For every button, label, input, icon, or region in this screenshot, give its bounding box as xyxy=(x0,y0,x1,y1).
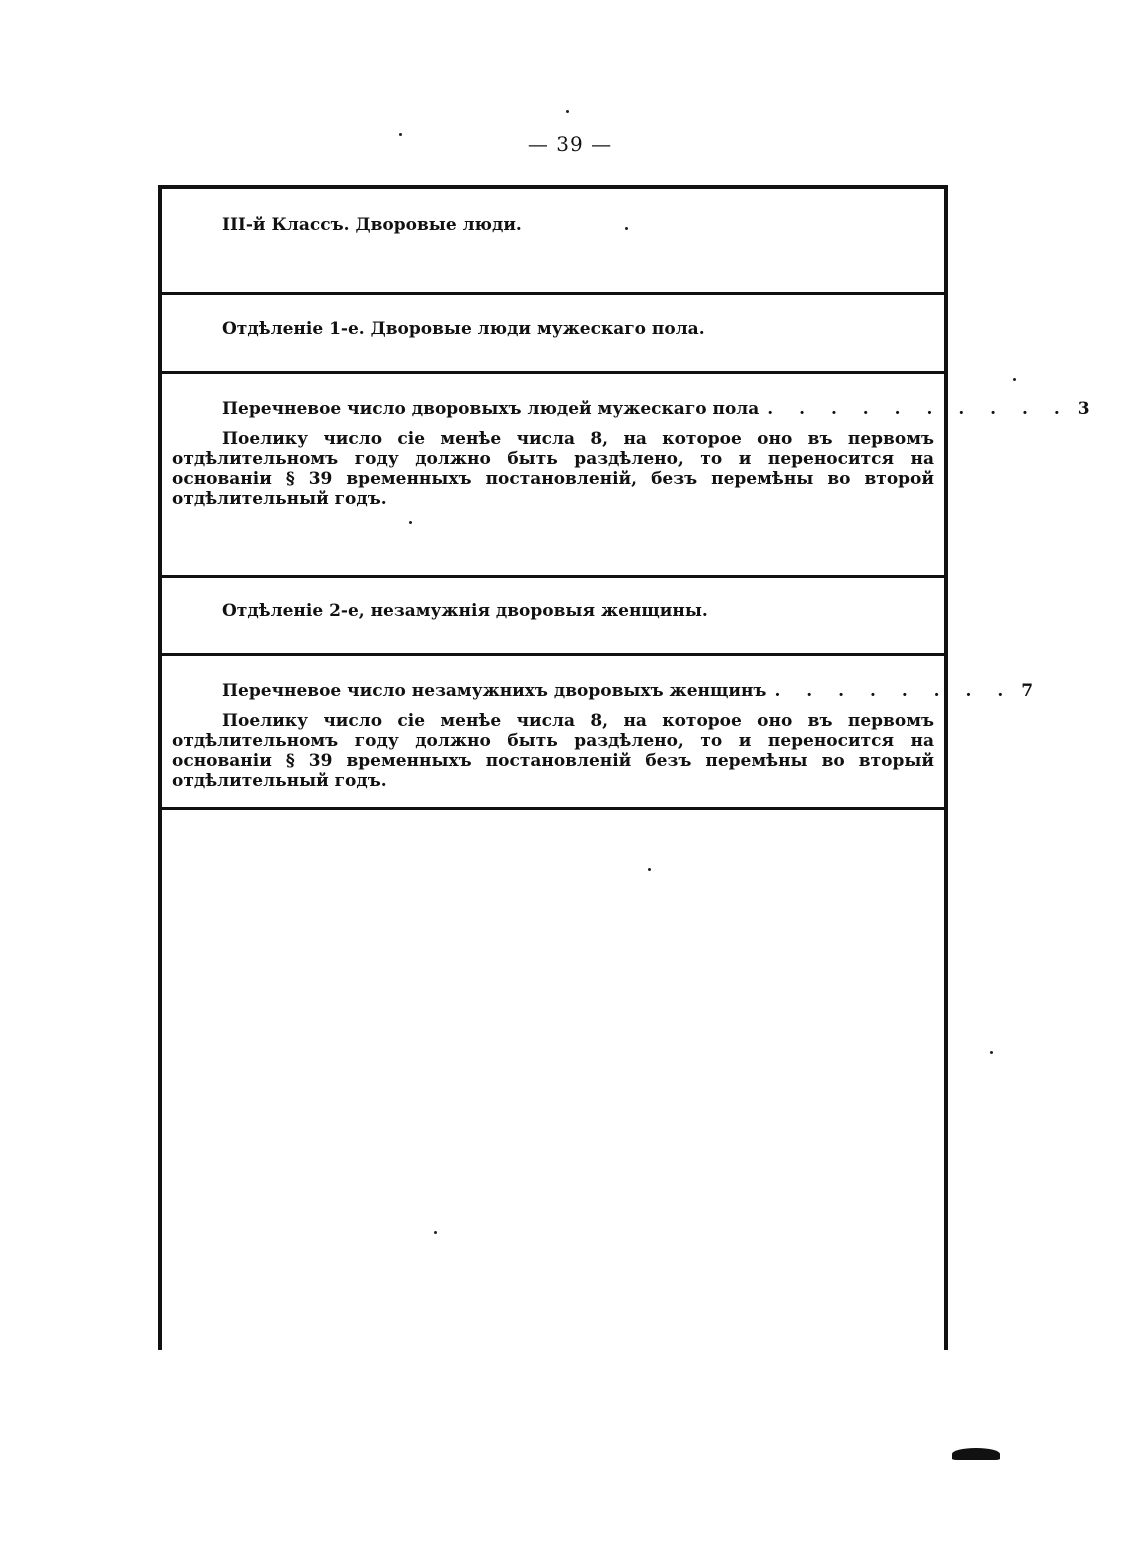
divider-line xyxy=(162,371,944,374)
scan-speck xyxy=(434,1231,437,1234)
divider-line xyxy=(162,292,944,295)
class-heading: III-й Классъ. Дворовые люди. xyxy=(222,215,522,235)
leader-dots: . . . . . . . . . . xyxy=(767,399,1070,419)
count-value: 7 xyxy=(1021,681,1034,701)
scan-speck xyxy=(409,521,412,524)
division-2-heading: Отдѣленіе 2-е, незамужнія дворовыя женщины. xyxy=(222,601,708,621)
page-number: — 39 — xyxy=(527,132,613,156)
ink-blot xyxy=(952,1448,1000,1460)
division-1-count-row xyxy=(222,399,1090,419)
count-value: 3 xyxy=(1077,399,1090,419)
divider-line xyxy=(162,575,944,578)
division-2-count-row xyxy=(222,681,1034,701)
count-label: Перечневое число дворовыхъ людей мужескаго пола xyxy=(222,399,760,419)
count-label: Перечневое число незамужнихъ дворовыхъ женщинъ xyxy=(222,681,767,701)
division-2-paragraph: Поелику число сіе менѣе числа 8, на которое оно въ первомъ отдѣлительномъ году должно быть раздѣлено, то и переносится на основаніи § 39 временныхъ постановленій безъ перемѣны во вторый отдѣлительный годъ. xyxy=(172,711,934,791)
divider-line xyxy=(162,807,944,810)
ledger-table xyxy=(158,185,1090,1350)
divider-line xyxy=(162,653,944,656)
scan-speck xyxy=(648,868,651,871)
scan-speck xyxy=(1013,378,1016,381)
scan-speck xyxy=(990,1051,993,1054)
scan-speck xyxy=(566,110,569,113)
scan-speck xyxy=(399,133,402,136)
division-1-heading: Отдѣленіе 1-е. Дворовые люди мужескаго пола. xyxy=(222,319,705,339)
division-1-paragraph: Поелику число сіе менѣе числа 8, на которое оно въ первомъ отдѣлительномъ году должно быть раздѣлено, то и переносится на основаніи § 39 временныхъ постановленій, безъ перемѣны во второй отдѣлительный годъ. xyxy=(172,429,934,509)
leader-dots: . . . . . . . . xyxy=(774,681,1014,701)
scan-speck xyxy=(625,227,628,230)
